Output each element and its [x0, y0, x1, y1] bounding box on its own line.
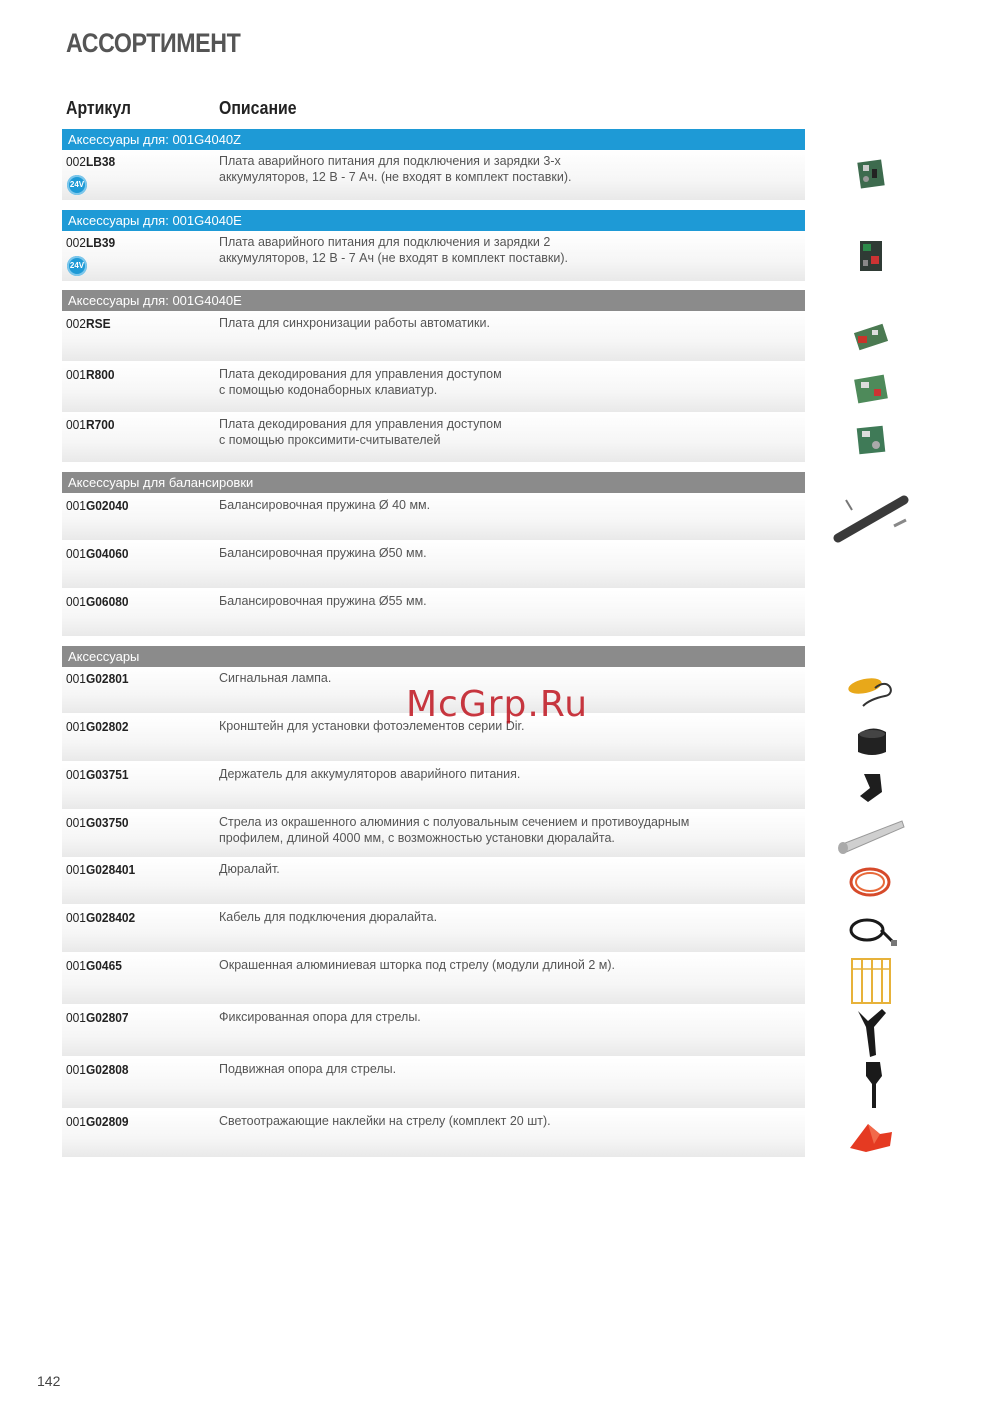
voltage-24v-icon: 24V	[67, 175, 87, 195]
description: Окрашенная алюминиевая шторка под стрелу (модули длиной 2 м).	[219, 958, 616, 972]
description: Подвижная опора для стрелы.	[219, 1062, 397, 1076]
section-header: Аксессуары для балансировки	[62, 472, 805, 493]
table-row	[62, 312, 805, 361]
circuit-board-icon	[857, 238, 887, 274]
voltage-24v-icon: 24V	[67, 256, 87, 276]
article-number: 001G028401	[66, 862, 136, 877]
table-row	[62, 1058, 805, 1108]
page-number: 142	[37, 1373, 61, 1389]
description: Плата декодирования для управления доступом с помощью проксимити-считывателей	[219, 417, 502, 447]
table-row	[62, 1006, 805, 1056]
description: Балансировочная пружина Ø 40 мм.	[219, 498, 431, 512]
skirt-icon	[848, 955, 894, 1007]
description: Кабель для подключения дюралайта.	[219, 910, 438, 924]
article-number: 001G04060	[66, 546, 129, 561]
description: Плата аварийного питания для подключения и зарядки 2 аккумуляторов, 12 В - 7 Ач (не входят в комплект поставки).	[219, 235, 569, 265]
description: Сигнальная лампа.	[219, 671, 332, 685]
circuit-board-icon	[854, 423, 890, 457]
column-header-article: Артикул	[66, 98, 131, 118]
boom-arm-icon	[836, 815, 908, 855]
reflective-stickers-icon	[846, 1118, 896, 1154]
article-number: 001G06080	[66, 594, 129, 609]
article-number: 001R700	[66, 417, 115, 432]
circuit-board-icon	[852, 373, 890, 405]
article-number: 001G028402	[66, 910, 136, 925]
article-number: 002LB39	[66, 235, 116, 250]
table-row	[62, 906, 805, 952]
section-header: Аксессуары для: 001G4040E	[62, 290, 805, 311]
article-number: 002RSE	[66, 316, 111, 331]
table-row	[62, 150, 805, 200]
spring-icon	[832, 492, 912, 544]
table-row	[62, 542, 805, 588]
description: Плата декодирования для управления доступом с помощью кодонаборных клавиатур.	[219, 367, 502, 397]
section-header: Аксессуары для: 001G4040E	[62, 210, 805, 231]
table-row	[62, 363, 805, 412]
article-number: 001G02807	[66, 1010, 129, 1025]
article-number: 001G03751	[66, 767, 129, 782]
battery-holder-icon	[856, 770, 888, 806]
article-number: 002LB38	[66, 154, 116, 169]
table-row	[62, 954, 805, 1004]
description: Светоотражающие наклейки на стрелу (комплект 20 шт).	[219, 1114, 551, 1128]
movable-support-icon	[858, 1058, 888, 1112]
article-number: 001G02801	[66, 671, 129, 686]
section-header: Аксессуары	[62, 646, 805, 667]
description: Балансировочная пружина Ø50 мм.	[219, 546, 427, 560]
table-row	[62, 858, 805, 904]
bracket-icon	[852, 722, 892, 760]
table-row	[62, 763, 805, 809]
table-row	[62, 1110, 805, 1157]
table-row	[62, 811, 805, 857]
article-number: 001G02040	[66, 498, 129, 513]
description: Дюралайт.	[219, 862, 280, 876]
article-number: 001R800	[66, 367, 115, 382]
table-row	[62, 590, 805, 636]
description: Держатель для аккумуляторов аварийного питания.	[219, 767, 521, 781]
article-number: 001G02802	[66, 719, 129, 734]
article-number: 001G0465	[66, 958, 122, 973]
description: Кронштейн для установки фотоэлементов серии Dir.	[219, 719, 525, 733]
article-number: 001G03750	[66, 815, 129, 830]
article-number: 001G02808	[66, 1062, 129, 1077]
description: Плата для синхронизации работы автоматики.	[219, 316, 490, 330]
table-row	[62, 413, 805, 462]
watermark: McGrp.Ru	[406, 684, 589, 725]
description: Балансировочная пружина Ø55 мм.	[219, 594, 427, 608]
description: Стрела из окрашенного алюминия с полуовальным сечением и противоударным профилем, длиной 4000 мм, с возможностью установки дюралайта.	[219, 815, 690, 845]
page-title: АССОРТИМЕНТ	[66, 28, 241, 58]
description: Плата аварийного питания для подключения и зарядки 3-х аккумуляторов, 12 В - 7 Ач. (не входят в комплект поставки).	[219, 154, 572, 184]
signal-lamp-icon	[845, 672, 897, 710]
column-header-description: Описание	[219, 98, 297, 118]
section-header: Аксессуары для: 001G4040Z	[62, 129, 805, 150]
article-number: 001G02809	[66, 1114, 129, 1129]
description: Фиксированная опора для стрелы.	[219, 1010, 421, 1024]
table-row	[62, 231, 805, 281]
circuit-board-icon	[855, 157, 889, 193]
duralight-icon	[848, 862, 894, 900]
table-row	[62, 494, 805, 540]
circuit-board-icon	[850, 322, 892, 354]
cable-icon	[845, 910, 901, 950]
fixed-support-icon	[852, 1005, 892, 1059]
